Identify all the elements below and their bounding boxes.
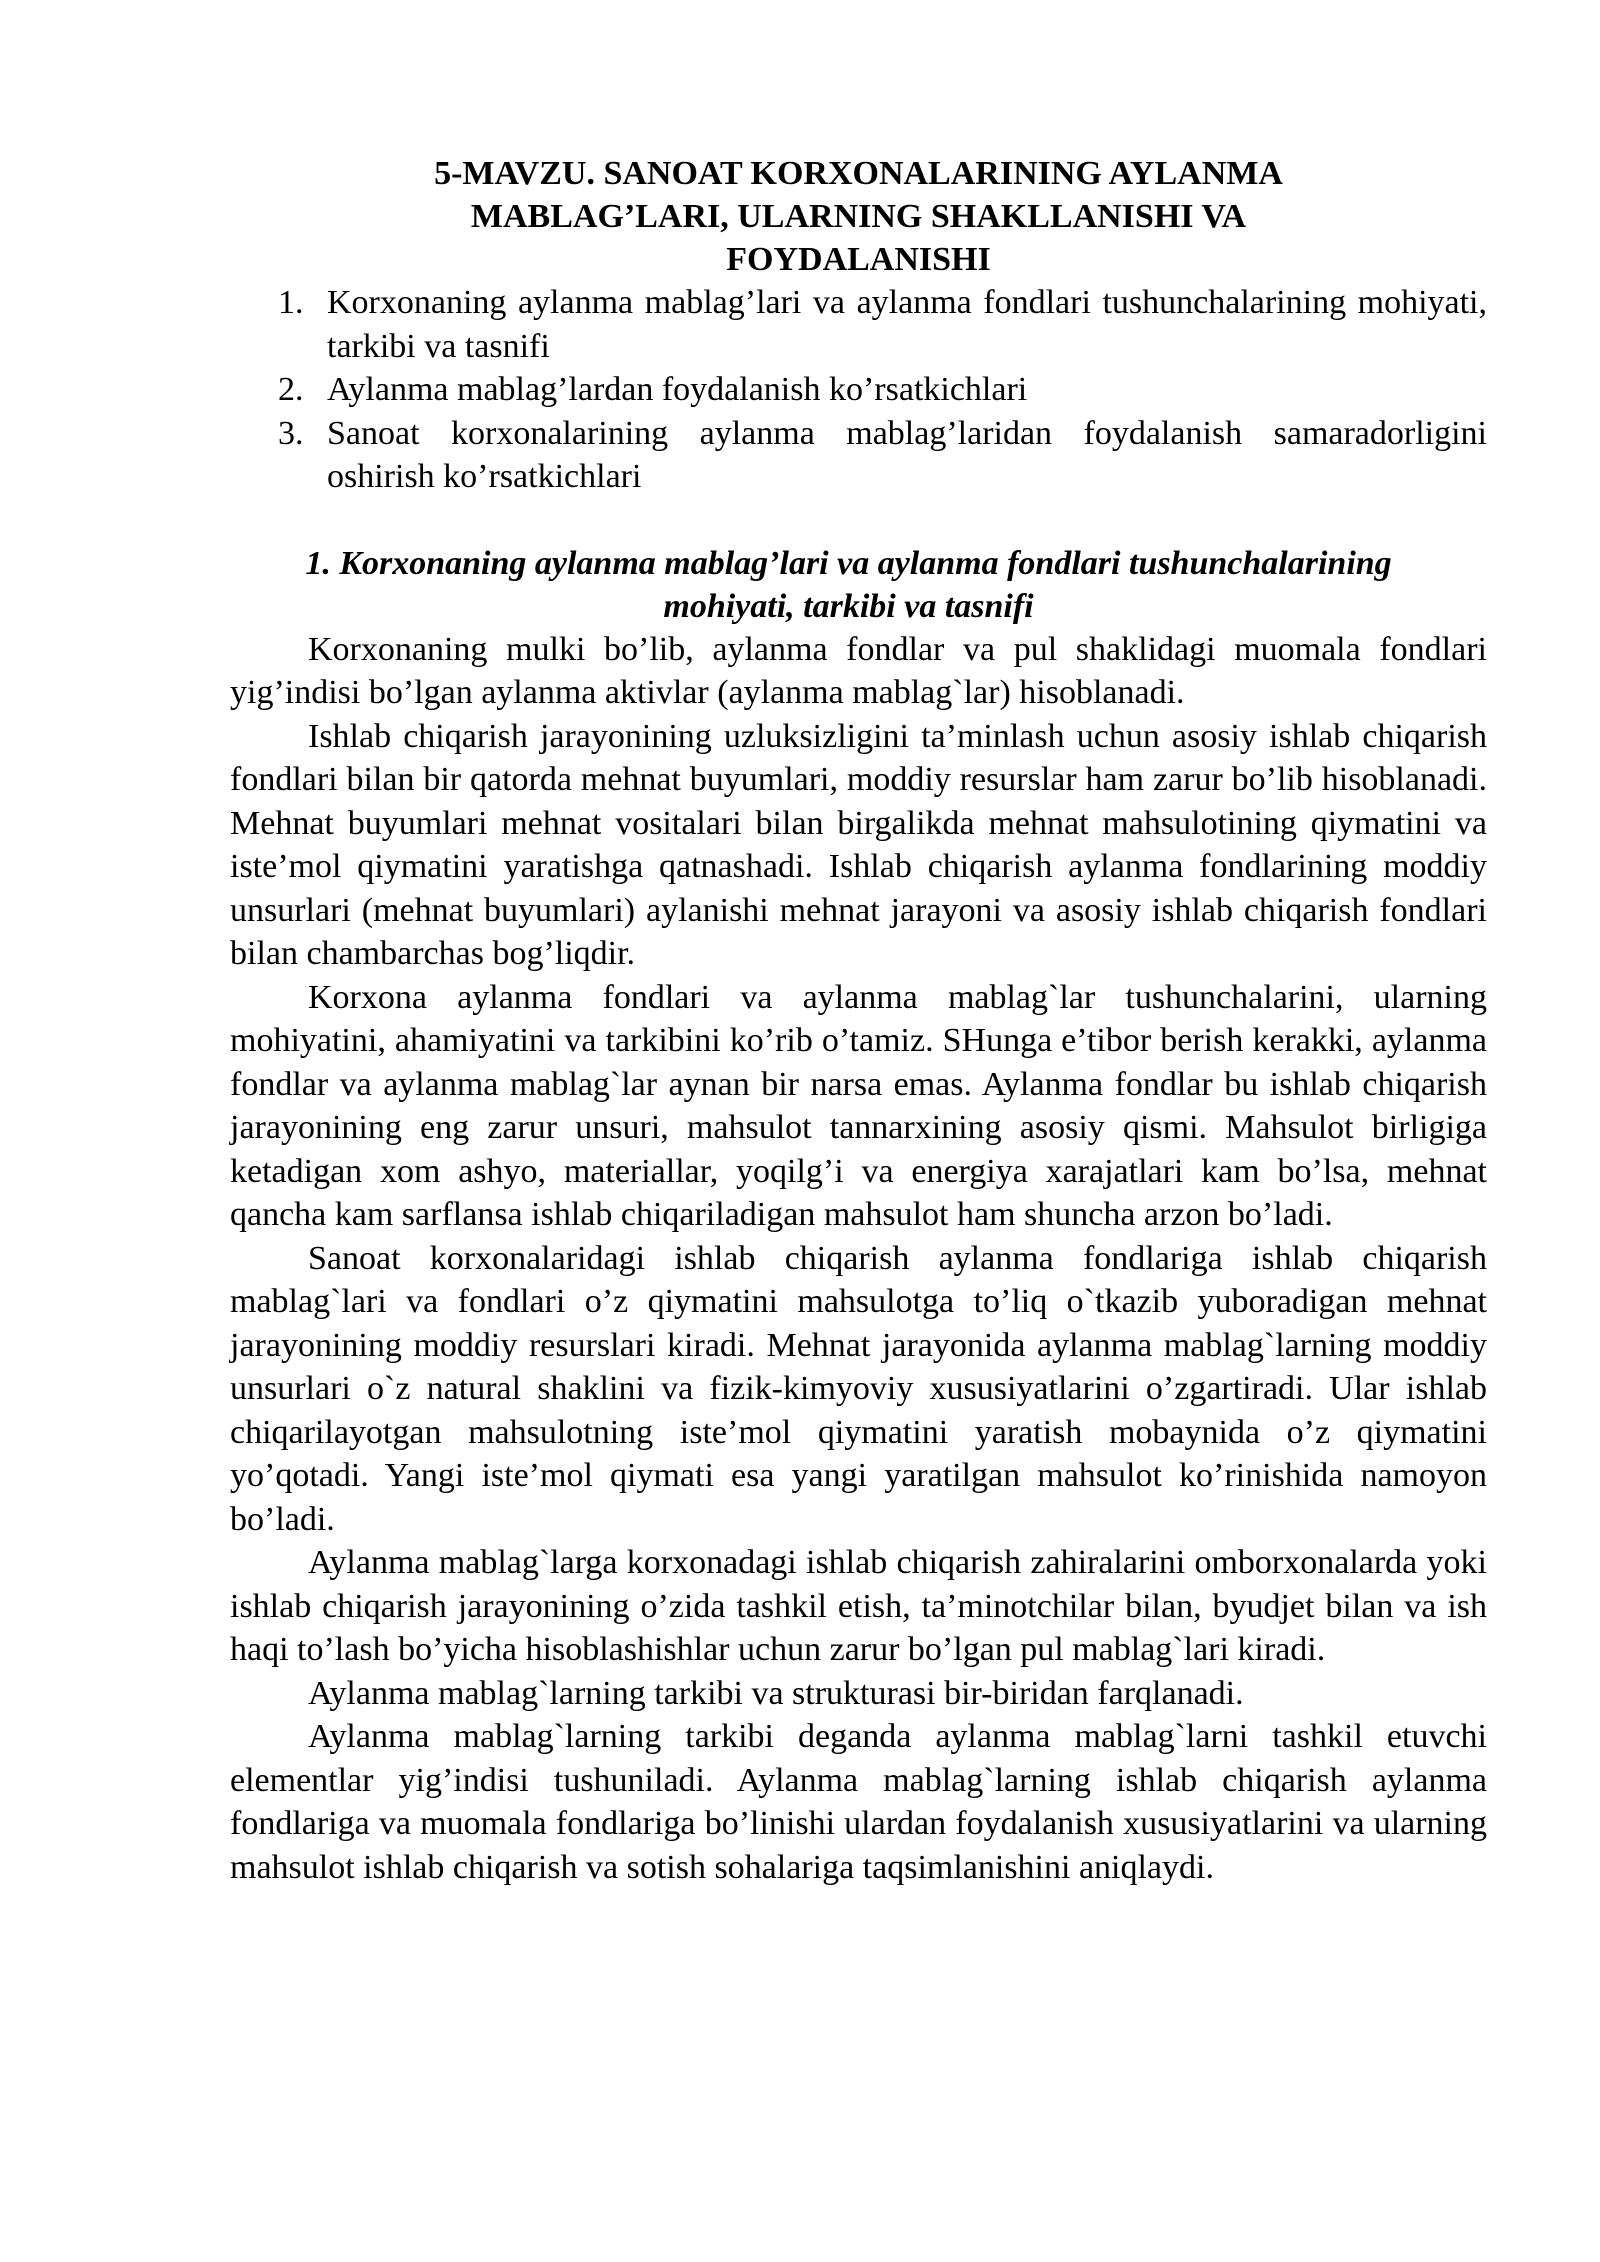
paragraph: Ishlab chiqarish jarayonining uzluksizligini ta’minlash uchun asosiy ishlab chiqarish fondlari bilan bir qatorda mehnat buyumlari, moddiy resurslar ham zarur bo’lib hisoblanadi. Mehnat buyumlari mehnat vositalari bilan birgalikda mehnat mahsulotining qiymatini va iste’mol qiymatini yaratishga qatnashadi. Ishlab chiqarish aylanma fondlarining moddiy unsurlari (mehnat buyumlari) aylanishi mehnat jarayoni va asosiy ishlab chiqarish fondlari bilan chambarchas bog’liqdir. — [230, 717, 1487, 972]
section-heading: 1. Korxonaning aylanma mablag’lari va aylanma fondlari tushunchalarining mohiyati, tarkibi va tasnifi — [305, 544, 1392, 625]
toc-item — [230, 412, 1487, 499]
toc-item-number: 2. — [278, 371, 304, 408]
toc-item-number: 3. — [278, 414, 304, 452]
document-body — [230, 152, 1487, 1889]
paragraph: Aylanma mablag`larning tarkibi va strukturasi bir-biridan farqlanadi. — [308, 1674, 1244, 1712]
paragraph: Sanoat korxonalaridagi ishlab chiqarish aylanma fondlariga ishlab chiqarish mablag`lari va fondlari o’z qiymatini mahsulotga to’liq o`tkazib yuboradigan mehnat jarayonining moddiy resurslari kiradi. Mehnat jarayonida aylanma mablag`larning moddiy unsurlari o`z natural shaklini va fizik-kimyoviy xususiyatlarini o’zgartiradi. Ular ishlab chiqarilayotgan mahsulotning iste’mol qiymatini yaratish mobaynida o’z qiymatini yo’qotadi. Yangi iste’mol qiymati esa yangi yaratilgan mahsulot ko’rinishida namoyon bo’ladi. — [230, 1239, 1487, 1538]
toc-item-text: Sanoat korxonalarining aylanma mablag’laridan foydalanish samaradorligini oshirish ko’rsatkichlari — [327, 414, 1487, 495]
toc-item — [230, 368, 1487, 412]
toc-item-text: Aylanma mablag’lardan foydalanish ko’rsatkichlari — [327, 371, 1028, 408]
document-title: 5-MAVZU. SANOAT KORXONALARINING AYLANMA MABLAG’LARI, ULARNING SHAKLLANISHI VA FOYDALANISHI — [434, 155, 1283, 278]
toc-item — [230, 281, 1487, 368]
paragraph: Aylanma mablag`larning tarkibi deganda aylanma mablag`larni tashkil etuvchi elementlar yig’indisi tushuniladi. Aylanma mablag`larning ishlab chiqarish aylanma fondlariga va muomala fondlariga bo’linishi ulardan foydalanish xususiyatlarini va ularning mahsulot ishlab chiqarish va sotish sohalariga taqsimlanishini aniqlaydi. — [230, 1718, 1487, 1886]
table-of-contents — [230, 281, 1487, 499]
toc-item-text: Korxonaning aylanma mablag’lari va aylanma fondlari tushunchalarining mohiyati, tarkibi va tasnifi — [327, 284, 1487, 365]
paragraph: Aylanma mablag`larga korxonadagi ishlab chiqarish zahiralarini omborxonalarda yoki ishlab chiqarish jarayonining o’zida tashkil etish, ta’minotchilar bilan, byudjet bilan va ish haqi to’lash bo’yicha hisoblashishlar uchun zarur bo’lgan pul mablag`lari kiradi. — [230, 1544, 1487, 1668]
toc-item-number: 1. — [278, 284, 304, 321]
paragraph: Korxonaning mulki bo’lib, aylanma fondlar va pul shaklidagi muomala fondlari yig’indisi bo’lgan aylanma aktivlar (aylanma mablag`lar) hisoblanadi. — [230, 630, 1487, 711]
paragraph: Korxona aylanma fondlari va aylanma mablag`lar tushunchalarini, ularning mohiyatini, ahamiyatini va tarkibini ko’rib o’tamiz. SHunga e’tibor berish kerakki, aylanma fondlar va aylanma mablag`lar aynan bir narsa emas. Aylanma fondlar bu ishlab chiqarish jarayonining eng zarur unsuri, mahsulot tannarxining asosiy qismi. Mahsulot birligiga ketadigan xom ashyo, materiallar, yoqilg’i va energiya xarajatlari kam bo’lsa, mehnat qancha kam sarflansa ishlab chiqariladigan mahsulot ham shuncha arzon bo’ladi. — [230, 978, 1487, 1233]
